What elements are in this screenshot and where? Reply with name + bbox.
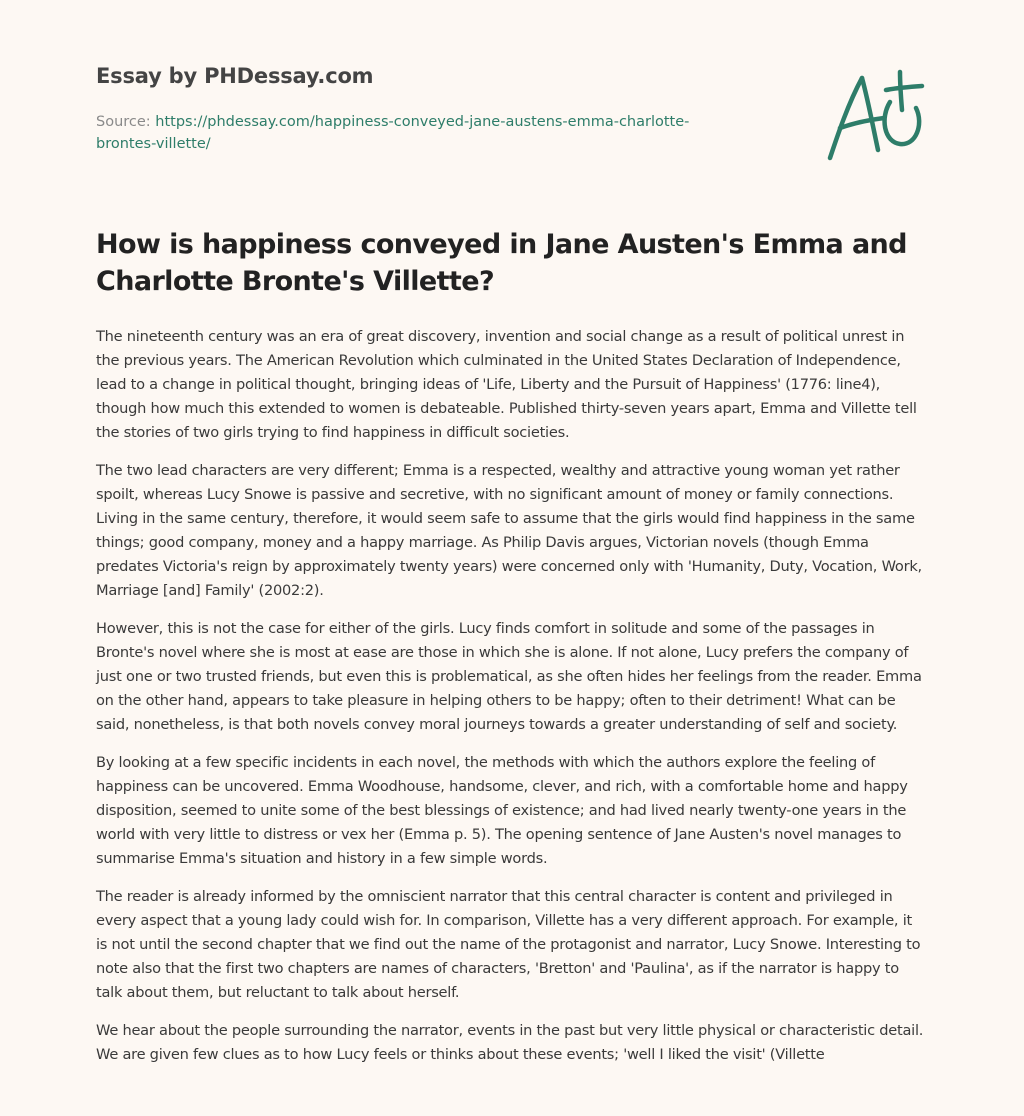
paragraph: By looking at a few specific incidents in each novel, the methods with which the authors explore the feeling of happiness can be uncovered. Emma Woodhouse, handsome, clever, and rich, with a comfortable home and happy disposition, seemed to unite some of the best blessings of existence; and had lived nearly twenty-one years in the world with very little to distress or vex her (Emma p. 5). The opening sentence of Jane Austen's novel manages to summarise Emma's situation and history in a few simple words. xyxy=(96,754,908,867)
site-brand: Essay by PHDessay.com xyxy=(96,64,374,88)
source-link[interactable]: https://phdessay.com/happiness-conveyed-jane-austens-emma-charlotte-brontes-villette/ xyxy=(96,114,690,152)
a-plus-logo-icon xyxy=(824,68,928,164)
source-line xyxy=(96,111,736,155)
essay-body xyxy=(96,325,926,1081)
paragraph: We hear about the people surrounding the narrator, events in the past but very little physical or characteristic detail. We are given few clues as to how Lucy feels or thinks about these events; 'well I liked the visit' (Villette xyxy=(96,1022,924,1063)
paragraph: The nineteenth century was an era of great discovery, invention and social change as a result of political unrest in the previous years. The American Revolution which culminated in the United States Declaration of Independence, lead to a change in political thought, bringing ideas of 'Life, Liberty and the Pursuit of Happiness' (1776: line4), though how much this extended to women is debateable. Published thirty-seven years apart, Emma and Villette tell the stories of two girls trying to find happiness in difficult societies. xyxy=(96,328,917,441)
paragraph: The reader is already informed by the omniscient narrator that this central character is content and privileged in every aspect that a young lady could wish for. In comparison, Villette has a very different approach. For example, it is not until the second chapter that we find out the name of the protagonist and narrator, Lucy Snowe. Interesting to note also that the first two chapters are names of characters, 'Bretton' and 'Paulina', as if the narrator is happy to talk about them, but reluctant to talk about herself. xyxy=(96,888,921,1001)
source-label: Source: xyxy=(96,114,156,130)
paragraph: The two lead characters are very different; Emma is a respected, wealthy and attractive young woman yet rather spoilt, whereas Lucy Snowe is passive and secretive, with no significant amount of money or family connections. Living in the same century, therefore, it would seem safe to assume that the girls would find happiness in the same things; good company, money and a happy marriage. As Philip Davis argues, Victorian novels (though Emma predates Victoria's reign by approximately twenty years) were concerned only with 'Humanity, Duty, Vocation, Work, Marriage [and] Family' (2002:2). xyxy=(96,462,922,599)
essay-title: How is happiness conveyed in Jane Austen's Emma and Charlotte Bronte's Villette? xyxy=(96,229,907,297)
paragraph: However, this is not the case for either of the girls. Lucy finds comfort in solitude and some of the passages in Bronte's novel where she is most at ease are those in which she is alone. If not alone, Lucy prefers the company of just one or two trusted friends, but even this is problematical, as she often hides her feelings from the reader. Emma on the other hand, appears to take pleasure in helping others to be happy; often to their detriment! What can be said, nonetheless, is that both novels convey moral journeys towards a greater understanding of self and society. xyxy=(96,620,922,733)
